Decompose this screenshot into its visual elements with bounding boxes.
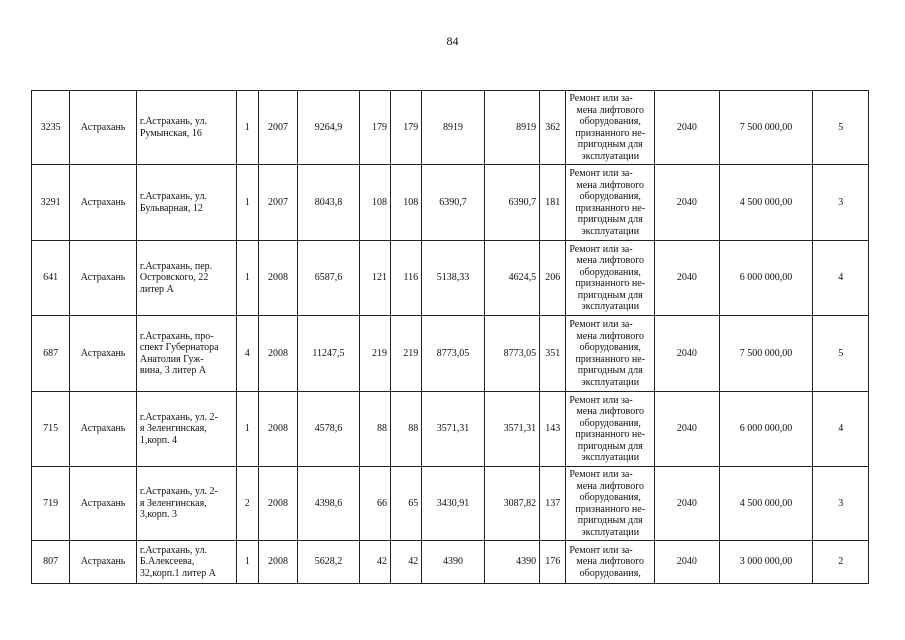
entrances-cell: 1 (236, 165, 258, 241)
registry-body (32, 91, 869, 584)
work-description-cell (566, 241, 655, 316)
entrances-cell: 2 (236, 467, 258, 541)
area-a-cell: 6390,7 (422, 165, 485, 241)
count-cell: 2 (813, 541, 869, 584)
work-line: мена лифтового (576, 480, 645, 492)
flats-cell: 137 (540, 467, 566, 541)
work-line: признанного не- (575, 429, 646, 440)
work-line: пригодным для (577, 289, 643, 301)
residents2-cell: 42 (390, 541, 421, 584)
work-line: пригодным для (577, 515, 643, 526)
area-b-cell: 3571,31 (484, 392, 539, 467)
address-cell (136, 541, 236, 584)
cost-cell: 4 500 000,00 (719, 165, 813, 241)
work-line: Ремонт или за- (569, 544, 633, 556)
address-line: г.Астрахань, ул. (139, 544, 207, 556)
work-line: признанного не- (575, 127, 646, 139)
area-b-cell: 3087,82 (484, 467, 539, 541)
work-line: оборудования, (579, 567, 641, 579)
work-description-cell (566, 467, 655, 541)
area-a-cell: 3571,31 (422, 392, 485, 467)
year-cell: 2008 (258, 316, 297, 392)
work-line: оборудования, (579, 492, 641, 503)
area-a-cell: 8919 (422, 91, 485, 165)
work-line: Ремонт или за- (569, 93, 633, 104)
city-cell: Астрахань (70, 316, 137, 392)
work-line: эксплуатации (581, 452, 640, 463)
cost-cell: 6 000 000,00 (719, 241, 813, 316)
work-line: мена лифтового (576, 179, 645, 191)
work-description-cell (566, 541, 655, 584)
cost-cell: 7 500 000,00 (719, 316, 813, 392)
work-line: эксплуатации (581, 225, 640, 237)
work-line: пригодным для (577, 214, 643, 225)
year-cell: 2007 (258, 91, 297, 165)
work-line: пригодным для (577, 139, 643, 150)
residents2-cell: 108 (390, 165, 421, 241)
plan-year-cell: 2040 (655, 165, 720, 241)
cost-cell: 7 500 000,00 (719, 91, 813, 165)
table-row (32, 541, 869, 584)
address-line: Анатолия Гуж- (139, 353, 204, 365)
count-cell: 5 (813, 316, 869, 392)
work-line: признанного не- (575, 278, 646, 289)
flats-cell: 176 (540, 541, 566, 584)
residents-cell: 108 (359, 165, 390, 241)
address-line: 3,корп. 3 (139, 509, 178, 521)
address-line: г.Астрахань, про- (139, 330, 214, 342)
area-b-cell: 6390,7 (484, 165, 539, 241)
work-line: Ремонт или за- (569, 243, 633, 255)
work-line: признанного не- (575, 353, 646, 365)
house-id-cell: 715 (32, 392, 70, 467)
table-row (32, 316, 869, 392)
area-a-cell: 3430,91 (422, 467, 485, 541)
area-b-cell: 8773,05 (484, 316, 539, 392)
plan-year-cell: 2040 (655, 541, 720, 584)
plan-year-cell: 2040 (655, 241, 720, 316)
work-line: пригодным для (577, 440, 643, 452)
residents-cell: 219 (359, 316, 390, 392)
residents2-cell: 116 (390, 241, 421, 316)
city-cell: Астрахань (70, 241, 137, 316)
year-cell: 2008 (258, 541, 297, 584)
work-line: Ремонт или за- (569, 319, 633, 330)
entrances-cell: 1 (236, 541, 258, 584)
table-row (32, 467, 869, 541)
total-area-cell: 11247,5 (298, 316, 360, 392)
year-cell: 2008 (258, 241, 297, 316)
cost-cell: 4 500 000,00 (719, 467, 813, 541)
house-id-cell: 641 (32, 241, 70, 316)
page-number: 84 (446, 34, 459, 48)
city-cell: Астрахань (70, 165, 137, 241)
house-id-cell: 807 (32, 541, 70, 584)
address-cell (136, 467, 236, 541)
entrances-cell: 1 (236, 241, 258, 316)
total-area-cell: 4398,6 (298, 467, 360, 541)
address-cell (136, 316, 236, 392)
work-line: эксплуатации (581, 301, 640, 312)
count-cell: 4 (813, 392, 869, 467)
entrances-cell: 1 (236, 91, 258, 165)
house-id-cell: 687 (32, 316, 70, 392)
total-area-cell: 6587,6 (298, 241, 360, 316)
count-cell: 5 (813, 91, 869, 165)
address-cell: г.Астрахань, ул. Бульварная, 12 (136, 165, 236, 241)
table-row (32, 241, 869, 316)
city-cell: Астрахань (70, 541, 137, 584)
house-id-cell: 3235 (32, 91, 70, 165)
work-line: оборудования, (579, 266, 641, 278)
residents-cell: 179 (359, 91, 390, 165)
address-line: г.Астрахань, ул. 2- (139, 411, 218, 423)
address-line: вина, 3 литер А (139, 365, 207, 376)
work-line: мена лифтового (576, 406, 645, 417)
registry-table (31, 90, 869, 584)
work-description-cell (566, 392, 655, 467)
house-id-cell: 719 (32, 467, 70, 541)
flats-cell: 206 (540, 241, 566, 316)
table-row (32, 165, 869, 241)
work-line: оборудования, (579, 342, 641, 353)
plan-year-cell: 2040 (655, 467, 720, 541)
address-line: я Зеленгинская, (139, 497, 207, 509)
work-line: признанного не- (575, 202, 646, 214)
cost-cell: 3 000 000,00 (719, 541, 813, 584)
work-line: эксплуатации (581, 150, 640, 162)
table-row (32, 91, 869, 165)
work-line: оборудования, (579, 116, 641, 127)
area-b-cell: 4624,5 (484, 241, 539, 316)
year-cell: 2008 (258, 467, 297, 541)
plan-year-cell: 2040 (655, 392, 720, 467)
residents2-cell: 179 (390, 91, 421, 165)
work-line: Ремонт или за- (569, 394, 633, 406)
residents2-cell: 219 (390, 316, 421, 392)
work-line: Ремонт или за- (569, 469, 633, 480)
residents-cell: 66 (359, 467, 390, 541)
work-line: признанного не- (575, 503, 646, 515)
work-line: мена лифтового (576, 556, 645, 568)
area-a-cell: 4390 (422, 541, 485, 584)
area-a-cell: 5138,33 (422, 241, 485, 316)
residents-cell: 121 (359, 241, 390, 316)
plan-year-cell: 2040 (655, 316, 720, 392)
count-cell: 3 (813, 165, 869, 241)
residents2-cell: 65 (390, 467, 421, 541)
flats-cell: 362 (540, 91, 566, 165)
total-area-cell: 8043,8 (298, 165, 360, 241)
residents-cell: 88 (359, 392, 390, 467)
city-cell: Астрахань (70, 467, 137, 541)
address-cell: г.Астрахань, пер. Островского, 22 литер А (136, 241, 236, 316)
total-area-cell: 5628,2 (298, 541, 360, 584)
address-cell: г.Астрахань, ул. Румынская, 16 (136, 91, 236, 165)
total-area-cell: 4578,6 (298, 392, 360, 467)
plan-year-cell: 2040 (655, 91, 720, 165)
residents-cell: 42 (359, 541, 390, 584)
address-line: спект Губернатора (139, 342, 219, 353)
address-line: Б.Алексеева, (139, 556, 195, 568)
flats-cell: 351 (540, 316, 566, 392)
area-b-cell: 8919 (484, 91, 539, 165)
area-a-cell: 8773,05 (422, 316, 485, 392)
work-line: пригодным для (577, 365, 643, 376)
work-line: мена лифтового (576, 255, 645, 266)
address-line: 1,корп. 4 (139, 434, 178, 446)
city-cell: Астрахань (70, 392, 137, 467)
count-cell: 3 (813, 467, 869, 541)
flats-cell: 143 (540, 392, 566, 467)
count-cell: 4 (813, 241, 869, 316)
work-line: оборудования, (579, 191, 641, 202)
work-description-cell (566, 165, 655, 241)
address-cell (136, 392, 236, 467)
work-description-cell (566, 316, 655, 392)
work-line: Ремонт или за- (569, 168, 633, 179)
year-cell: 2008 (258, 392, 297, 467)
address-line: я Зеленгинская, (139, 423, 207, 435)
entrances-cell: 4 (236, 316, 258, 392)
city-cell: Астрахань (70, 91, 137, 165)
cost-cell: 6 000 000,00 (719, 392, 813, 467)
work-line: мена лифтового (576, 330, 645, 342)
house-id-cell: 3291 (32, 165, 70, 241)
residents2-cell: 88 (390, 392, 421, 467)
table-row (32, 392, 869, 467)
work-line: оборудования, (579, 417, 641, 429)
work-line: эксплуатации (581, 526, 640, 538)
work-line: эксплуатации (581, 376, 640, 388)
work-line: мена лифтового (576, 104, 645, 116)
address-line: г.Астрахань, ул. 2- (139, 486, 218, 498)
entrances-cell: 1 (236, 392, 258, 467)
address-line: 32,корп.1 литер А (139, 567, 216, 579)
work-description-cell (566, 91, 655, 165)
year-cell: 2007 (258, 165, 297, 241)
area-b-cell: 4390 (484, 541, 539, 584)
total-area-cell: 9264,9 (298, 91, 360, 165)
flats-cell: 181 (540, 165, 566, 241)
